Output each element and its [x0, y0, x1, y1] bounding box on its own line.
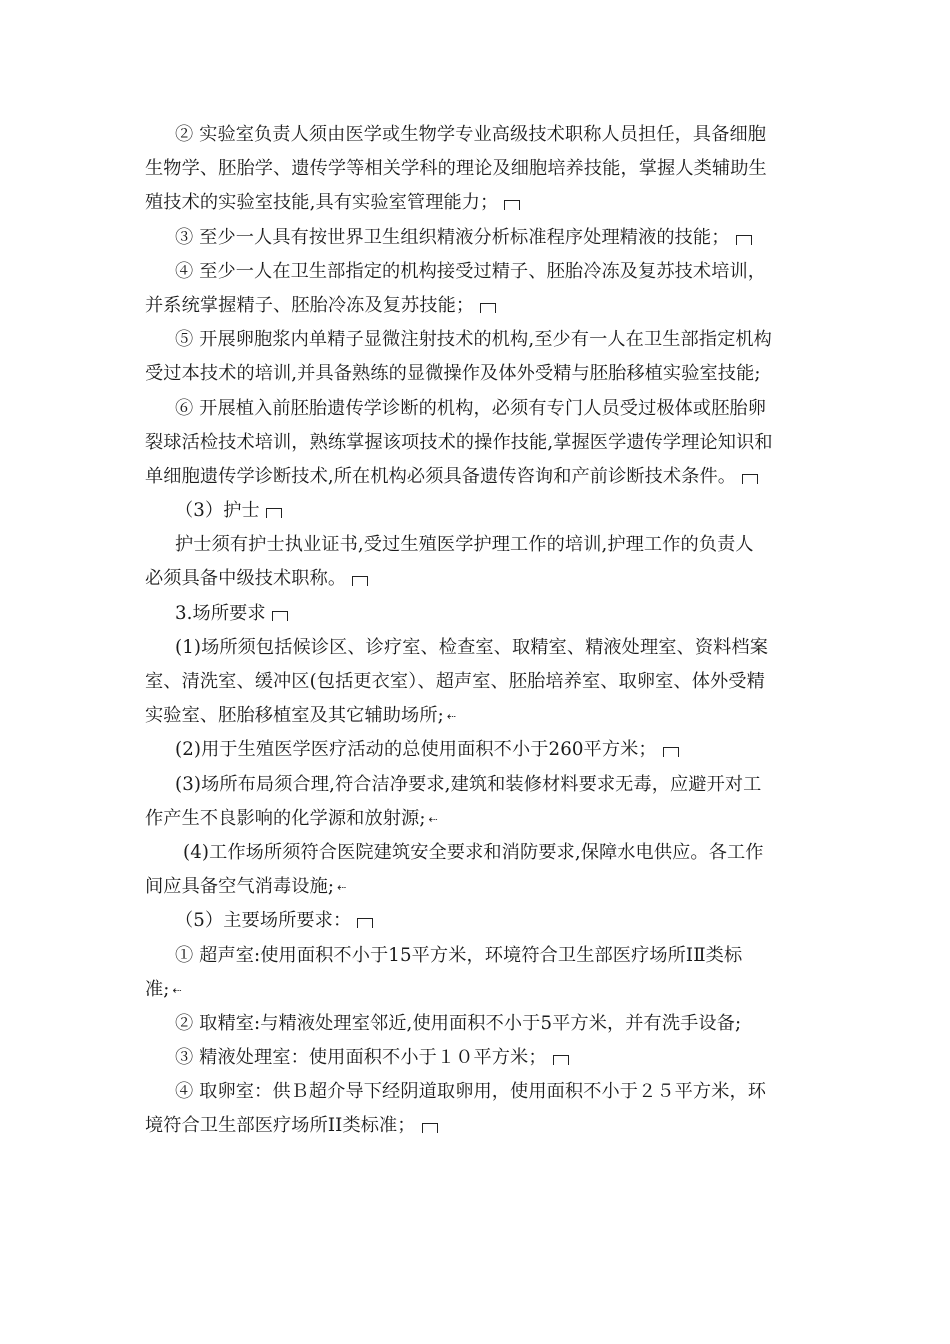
- line-text: 作产生不良影响的化学源和放射源;: [145, 807, 426, 829]
- paragraph-mark-icon: [266, 508, 282, 518]
- line-text: 实验室、胚胎移植室及其它辅助场所;: [145, 705, 444, 727]
- line-text: ③ 精液处理室：使用面积不小于１０平方米；: [175, 1047, 547, 1069]
- line-text: 护士须有护士执业证书,受过生殖医学护理工作的培训,护理工作的负责人: [175, 534, 754, 556]
- paragraph-line: [145, 973, 815, 1007]
- paragraph-mark-icon: [742, 474, 758, 484]
- paragraph-line: [145, 836, 815, 870]
- paragraph-line: [145, 939, 815, 973]
- line-break-icon: ⇠: [172, 983, 182, 997]
- line-break-icon: ⇠: [446, 710, 457, 724]
- line-text: 准;: [145, 978, 170, 1000]
- paragraph-line: [145, 1109, 815, 1143]
- line-text: 并系统掌握精子、胚胎冷冻及复苏技能；: [145, 294, 475, 316]
- line-text: 必须具备中级技术职称。: [145, 568, 347, 590]
- paragraph-line: [145, 699, 815, 733]
- line-text: ⑥ 开展植入前胚胎遗传学诊断的机构，必须有专门人员受过极体或胚胎卵: [175, 397, 767, 419]
- line-text: ③ 至少一人具有按世界卫生组织精液分析标准程序处理精液的技能；: [175, 226, 730, 248]
- paragraph-mark-icon: [357, 918, 373, 928]
- section-heading: [145, 494, 815, 528]
- paragraph-line: [145, 323, 815, 357]
- line-text: (2)用于生殖医学医疗活动的总使用面积不小于260平方米；: [175, 739, 657, 761]
- paragraph-mark-icon: [504, 200, 520, 210]
- line-text: (4)工作场所须符合医院建筑安全要求和消防要求,保障水电供应。各工作: [183, 841, 764, 863]
- document-page: [145, 118, 815, 1144]
- paragraph-mark-icon: [272, 611, 288, 621]
- paragraph-mark-icon: [736, 235, 752, 245]
- line-text: ① 超声室:使用面积不小于15平方米，环境符合卫生部医疗场所ⅠⅡ类标: [175, 944, 743, 966]
- paragraph-line: [145, 357, 815, 391]
- paragraph-mark-icon: [480, 303, 496, 313]
- line-break-icon: ⇠: [337, 881, 347, 895]
- line-text: (3)场所布局须合理,符合洁净要求,建筑和装修材料要求无毒，应避开对工: [175, 773, 762, 795]
- line-text: 境符合卫生部医疗场所ⅠⅠ类标准；: [145, 1115, 416, 1137]
- paragraph-line: [145, 426, 815, 460]
- line-text: ② 取精室:与精液处理室邻近,使用面积不小于5平方米，并有洗手设备;: [175, 1012, 742, 1034]
- paragraph-line: [145, 118, 815, 152]
- paragraph-line: [145, 528, 815, 562]
- paragraph-mark-icon: [352, 576, 368, 586]
- line-text: 3.场所要求: [175, 602, 266, 624]
- line-text: ② 实验室负责人须由医学或生物学专业高级技术职称人员担任，具备细胞: [175, 124, 767, 145]
- section-heading: [145, 597, 815, 631]
- line-break-icon: ⇠: [428, 812, 438, 826]
- paragraph-line: [145, 392, 815, 426]
- line-text: 裂球活检技术培训，熟练掌握该项技术的操作技能,掌握医学遗传学理论知识和: [145, 431, 773, 453]
- line-text: 单细胞遗传学诊断技术,所在机构必须具备遗传咨询和产前诊断技术条件。: [145, 465, 737, 487]
- paragraph-line: [145, 460, 815, 494]
- paragraph-line: [145, 186, 815, 220]
- paragraph-line: [145, 1007, 815, 1041]
- paragraph-mark-icon: [422, 1123, 438, 1133]
- paragraph-line: [145, 562, 815, 596]
- line-text: （3）护士: [175, 500, 260, 522]
- paragraph-mark-icon: [663, 747, 679, 757]
- paragraph-line: [145, 733, 815, 767]
- paragraph-line: [145, 152, 815, 186]
- paragraph-line: [145, 631, 815, 665]
- paragraph-line: [145, 255, 815, 289]
- line-text: 受过本技术的培训,并具备熟练的显微操作及体外受精与胚胎移植实验室技能;: [145, 363, 761, 385]
- paragraph-line: [145, 1041, 815, 1075]
- paragraph-line: [145, 1075, 815, 1109]
- paragraph-line: [145, 870, 815, 904]
- line-text: 生物学、胚胎学、遗传学等相关学科的理论及细胞培养技能，掌握人类辅助生: [145, 158, 767, 180]
- paragraph-line: [145, 221, 815, 255]
- line-text: ⑤ 开展卵胞浆内单精子显微注射技术的机构,至少有一人在卫生部指定机构: [175, 329, 772, 351]
- line-text: (1)场所须包括候诊区、诊疗室、检查室、取精室、精液处理室、资料档案: [175, 636, 768, 658]
- line-text: 室、清洗室、缓冲区(包括更衣室）、超声室、胚胎培养室、取卵室、体外受精: [145, 671, 765, 692]
- paragraph-line: [145, 289, 815, 323]
- line-text: ④ 取卵室：供Ｂ超介导下经阴道取卵用，使用面积不小于２５平方米，环: [175, 1081, 767, 1103]
- paragraph-mark-icon: [553, 1055, 569, 1065]
- line-text: 殖技术的实验室技能,具有实验室管理能力；: [145, 192, 499, 214]
- paragraph-line: [145, 665, 815, 699]
- paragraph-line: [145, 768, 815, 802]
- line-text: （5）主要场所要求：: [175, 910, 352, 932]
- line-text: ④ 至少一人在卫生部指定的机构接受过精子、胚胎冷冻及复苏技术培训，: [175, 260, 767, 282]
- line-text: 间应具备空气消毒设施;: [145, 876, 335, 898]
- paragraph-line: [145, 802, 815, 836]
- section-heading: [145, 904, 815, 938]
